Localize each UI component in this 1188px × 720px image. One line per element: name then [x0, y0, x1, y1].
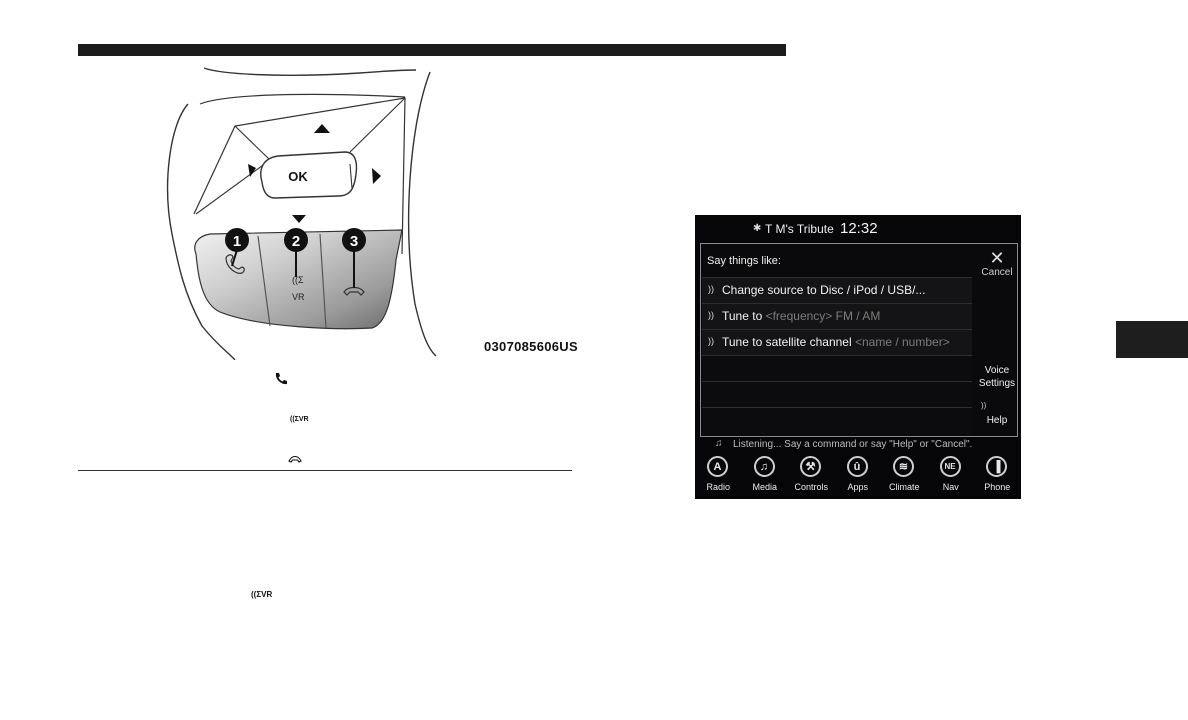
- listening-text: Listening... Say a command or say "Help" or "Cancel".: [733, 439, 973, 450]
- command-hint: <name / number>: [854, 335, 950, 349]
- voice-command-panel: [700, 243, 1018, 437]
- steering-wheel-figure: [140, 64, 580, 360]
- radio-icon: A: [707, 456, 728, 477]
- callout-1: 1: [232, 233, 242, 250]
- clock: 12:32: [840, 220, 878, 237]
- command-text: Tune to: [722, 309, 766, 323]
- voice-recognition-icon: ((ΣVR: [290, 416, 309, 423]
- nav-label: Media: [752, 482, 777, 492]
- callout-3: 3: [349, 233, 359, 250]
- header-rule: [78, 44, 786, 56]
- bottom-nav-bar: [695, 453, 1021, 499]
- voice-recognition-icon: ((ΣVR: [251, 590, 273, 599]
- command-hint: <frequency> FM / AM: [765, 309, 881, 323]
- bluetooth-icon: ✱: [753, 223, 762, 234]
- command-row[interactable]: [702, 329, 972, 355]
- nav-icon: NE: [940, 456, 961, 477]
- voice-settings-button[interactable]: Voice Settings: [978, 365, 1016, 389]
- voice-recognition-icon: ♫: [715, 438, 723, 449]
- callout-2: 2: [291, 233, 301, 250]
- phone-icon: [274, 372, 287, 390]
- climate-icon: ≋: [893, 456, 914, 477]
- section-tab: [1116, 321, 1188, 358]
- listening-status: [695, 438, 1021, 452]
- empty-command-row: [702, 355, 972, 381]
- status-bar: [695, 215, 1021, 242]
- nav-controls[interactable]: [788, 453, 835, 499]
- speaker-icon: )): [981, 401, 987, 410]
- figure-code: 0307085606US: [484, 339, 578, 354]
- close-icon: ✕: [989, 248, 1005, 268]
- nav-label: Radio: [706, 482, 730, 492]
- empty-command-row: [702, 381, 972, 407]
- nav-label: Apps: [847, 482, 868, 492]
- nav-label: Nav: [942, 482, 959, 492]
- command-row[interactable]: [702, 277, 972, 303]
- cancel-label: Cancel: [981, 267, 1013, 278]
- nav-radio[interactable]: [695, 453, 742, 499]
- speaker-icon: )): [708, 336, 714, 346]
- apps-icon: û: [847, 456, 868, 477]
- command-row[interactable]: [702, 303, 972, 329]
- help-button[interactable]: [977, 401, 1017, 428]
- vr-button-label: VR: [292, 292, 305, 302]
- nav-label: Climate: [888, 482, 920, 492]
- nav-phone[interactable]: [974, 453, 1021, 499]
- nav-nav[interactable]: [928, 453, 975, 499]
- nav-media[interactable]: [742, 453, 789, 499]
- phone-icon: ▐: [986, 456, 1007, 477]
- say-things-label: Say things like:: [707, 255, 781, 267]
- help-label: Help: [986, 415, 1008, 426]
- phone-hangup-icon: [288, 450, 302, 468]
- speaker-icon: )): [708, 284, 714, 294]
- uconnect-screen: [695, 215, 1021, 499]
- command-text: Change source to Disc / iPod / USB/...: [722, 283, 926, 297]
- nav-climate[interactable]: [881, 453, 928, 499]
- command-text: Tune to satellite channel: [722, 335, 855, 349]
- ok-button-label: OK: [288, 169, 308, 184]
- steering-wheel-illustration: [140, 64, 580, 360]
- nav-label: Phone: [984, 482, 1011, 492]
- nav-label: Controls: [794, 482, 828, 492]
- section-divider: [78, 470, 572, 471]
- speaker-icon: )): [708, 310, 714, 320]
- cancel-button[interactable]: [977, 249, 1017, 278]
- empty-command-row: [702, 407, 972, 436]
- nav-apps[interactable]: [835, 453, 882, 499]
- controls-icon: ⚒: [800, 456, 821, 477]
- svg-text:((Σ: ((Σ: [292, 275, 304, 285]
- media-icon: ♫: [754, 456, 775, 477]
- connected-phone-name: T M's Tribute: [765, 222, 834, 236]
